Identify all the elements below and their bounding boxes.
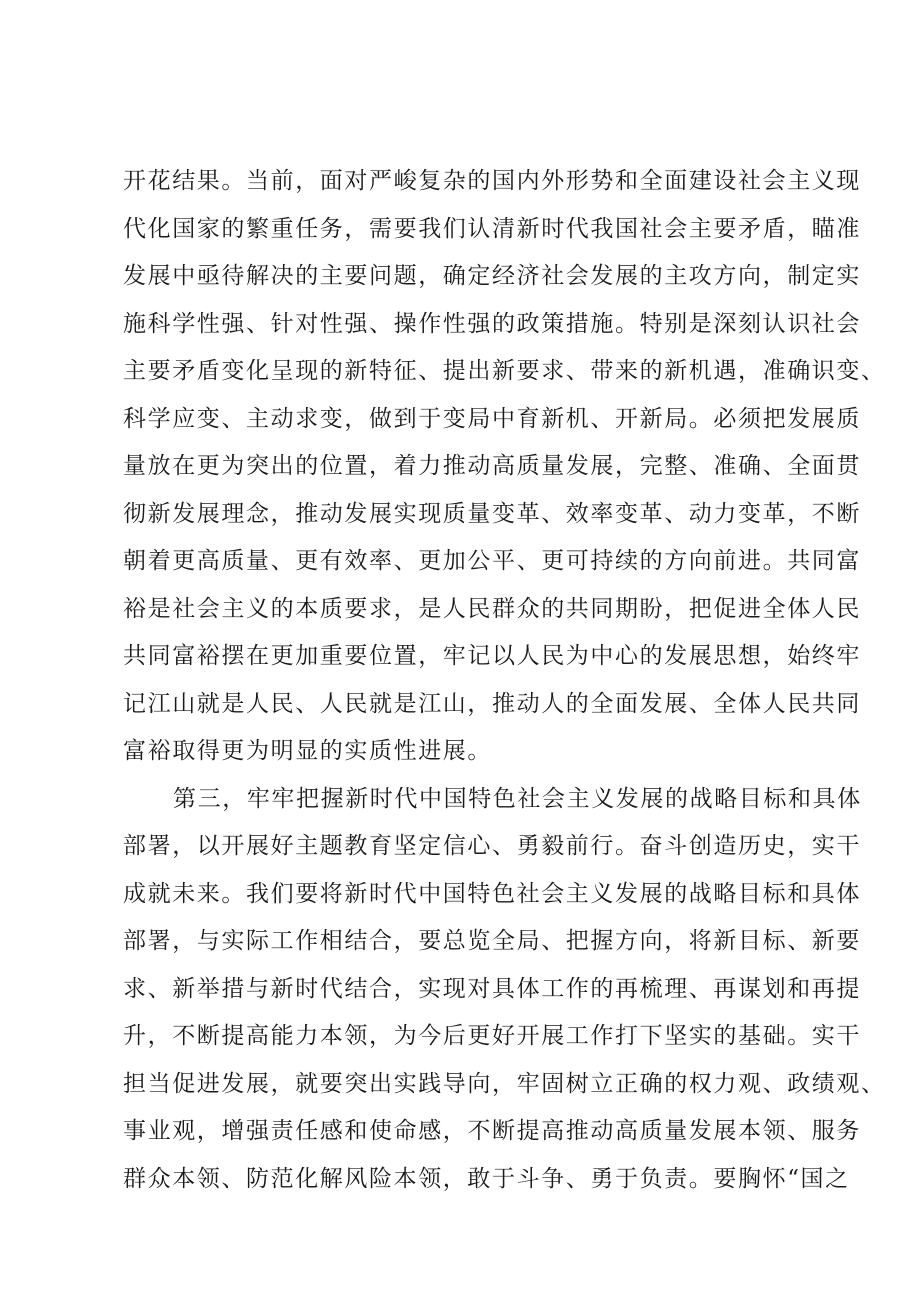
text-line: 量放在更为突出的位置，着力推动高质量发展，完整、准确、全面贯 (123, 453, 861, 479)
text-line: 部署，以开展好主题教育坚定信心、勇毅前行。奋斗创造历史，实干 (123, 833, 861, 859)
text-line: 裕是社会主义的本质要求，是人民群众的共同期盼，把促进全体人民 (123, 595, 861, 622)
text-line: 升，不断提高能力本领，为今后更好开展工作打下坚实的基础。实干 (123, 1023, 861, 1049)
text-line: 担当促进发展，就要突出实践导向，牢固树立正确的权力观、政绩观、 (123, 1070, 886, 1097)
text-line: 记江山就是人民、人民就是江山，推动人的全面发展、全体人民共同 (123, 690, 861, 717)
text-line: 共同富裕摆在更加重要位置，牢记以人民为中心的发展思想，始终牢 (123, 643, 861, 669)
text-line: 富裕取得更为明显的实质性进展。 (123, 738, 492, 764)
text-line: 开花结果。当前，面对严峻复杂的国内外形势和全面建设社会主义现 (123, 168, 861, 194)
paragraph-1 (123, 158, 886, 776)
text-line: 主要矛盾变化呈现的新特征、提出新要求、带来的新机遇，准确识变、 (123, 358, 886, 384)
text-line: 成就未来。我们要将新时代中国特色社会主义发展的战略目标和具体 (123, 880, 861, 907)
text-line: 施科学性强、针对性强、操作性强的政策措施。特别是深刻认识社会 (123, 310, 861, 337)
text-line: 求、新举措与新时代结合，实现对具体工作的再梳理、再谋划和再提 (123, 975, 861, 1002)
text-line: 第三，牢牢把握新时代中国特色社会主义发展的战略目标和具体 (173, 785, 862, 812)
paragraph-2 (123, 776, 886, 1204)
document-body (123, 158, 886, 1203)
text-line: 部署，与实际工作相结合，要总览全局、把握方向，将新目标、新要 (123, 928, 861, 954)
text-line: 朝着更高质量、更有效率、更加公平、更可持续的方向前进。共同富 (123, 548, 861, 574)
text-line: 事业观，增强责任感和使命感，不断提高推动高质量发展本领、服务 (123, 1118, 861, 1144)
text-line: 发展中亟待解决的主要问题，确定经济社会发展的主攻方向，制定实 (123, 263, 861, 289)
text-line: 代化国家的繁重任务，需要我们认清新时代我国社会主要矛盾，瞄准 (123, 215, 861, 242)
text-line: 彻新发展理念，推动发展实现质量变革、效率变革、动力变革，不断 (123, 500, 861, 527)
text-line: 群众本领、防范化解风险本领，敢于斗争、勇于负责。要胸怀“国之 (123, 1165, 850, 1192)
text-line: 科学应变、主动求变，做到于变局中育新机、开新局。必须把发展质 (123, 405, 861, 432)
